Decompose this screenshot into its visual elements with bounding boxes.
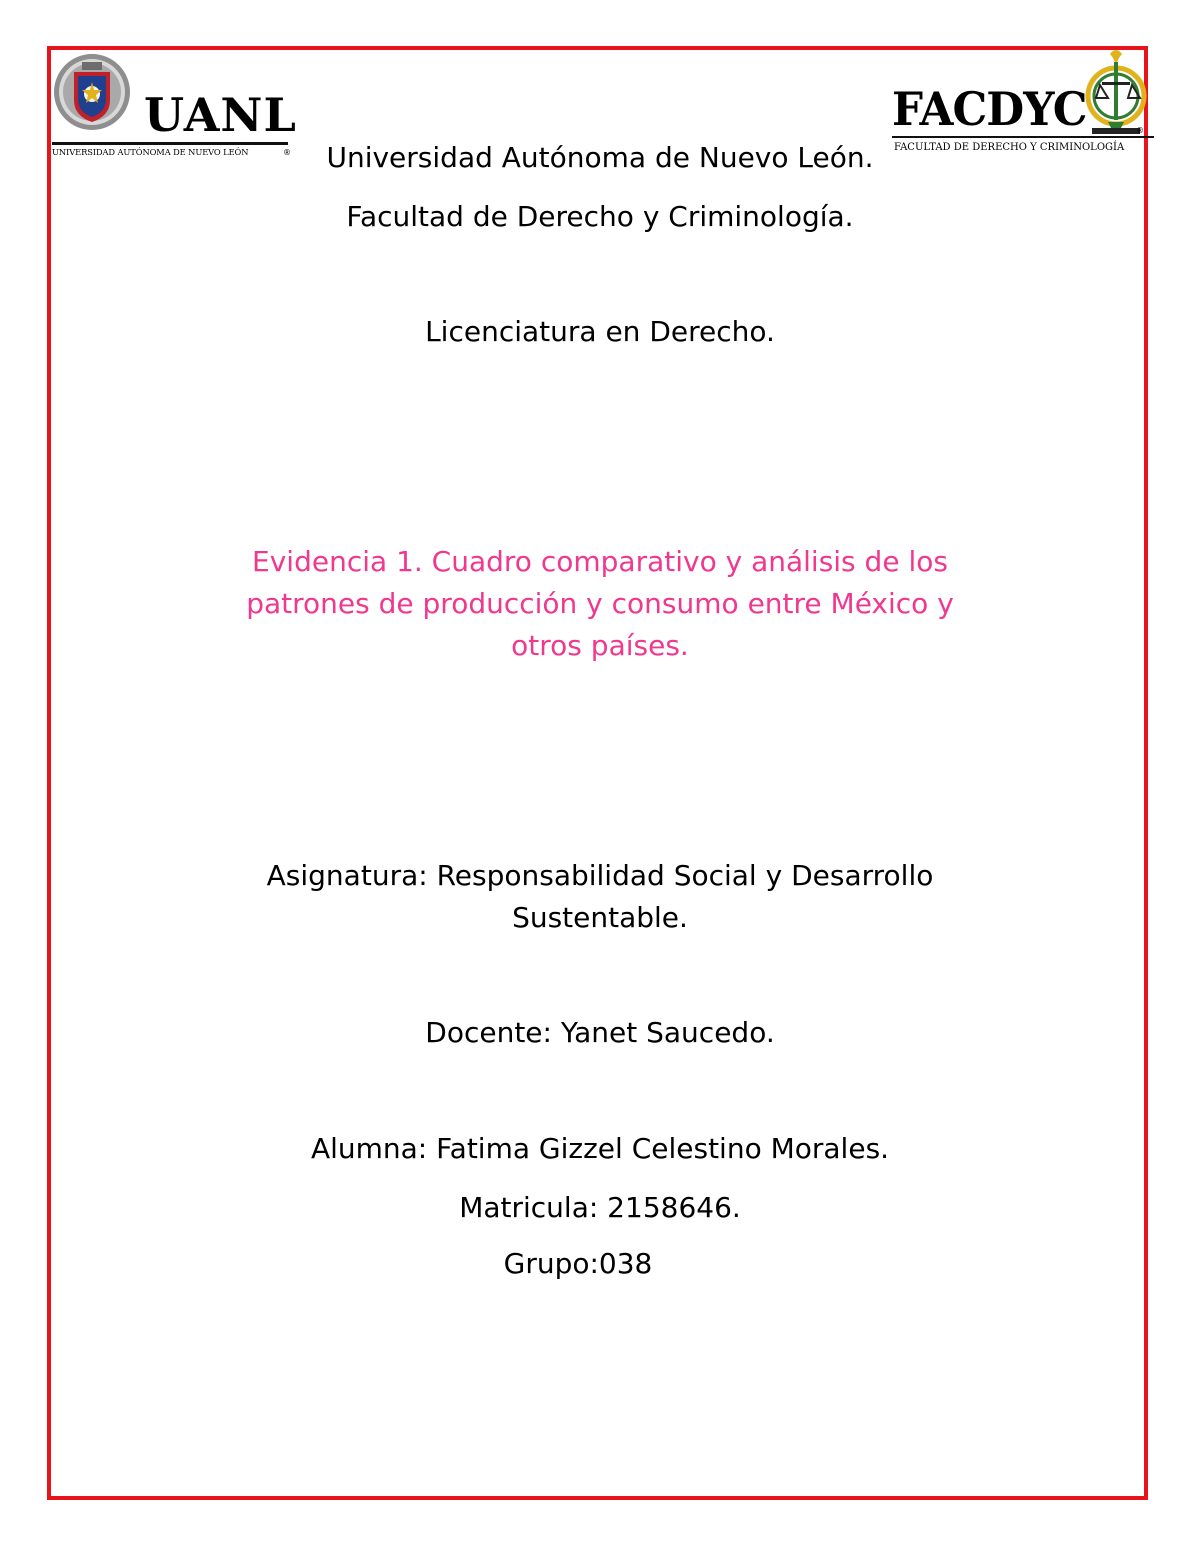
- uanl-subtitle: UNIVERSIDAD AUTÓNOMA DE NUEVO LEÓN: [52, 147, 249, 157]
- teacher-name: Docente: Yanet Saucedo.: [425, 1016, 775, 1049]
- uanl-seal-icon: [52, 50, 132, 134]
- subject-line-1: Asignatura: Responsabilidad Social y Desarrollo: [266, 859, 934, 892]
- degree-name: Licenciatura en Derecho.: [425, 315, 775, 348]
- enrollment-number: Matricula: 2158646.: [459, 1191, 741, 1224]
- evidence-title-line-3: otros países.: [511, 629, 689, 662]
- uanl-wordmark: UANL: [144, 88, 297, 142]
- evidence-title-line-1: Evidencia 1. Cuadro comparativo y análisis de los: [252, 545, 948, 578]
- evidence-title-line-2: patrones de producción y consumo entre México y: [246, 587, 954, 620]
- student-name: Alumna: Fatima Gizzel Celestino Morales.: [310, 1132, 890, 1165]
- facdyc-wordmark: FACDYC: [892, 82, 1087, 136]
- subject-line-2: Sustentable.: [512, 901, 688, 934]
- group-number: Grupo:038: [503, 1247, 653, 1280]
- faculty-name: Facultad de Derecho y Criminología.: [346, 200, 854, 233]
- uanl-registered-mark: ®: [283, 148, 291, 157]
- university-name: Universidad Autónoma de Nuevo León.: [326, 141, 874, 174]
- facdyc-registered-mark: ®: [1136, 126, 1144, 135]
- facdyc-subtitle: FACULTAD DE DERECHO Y CRIMINOLOGÍA: [894, 142, 1125, 153]
